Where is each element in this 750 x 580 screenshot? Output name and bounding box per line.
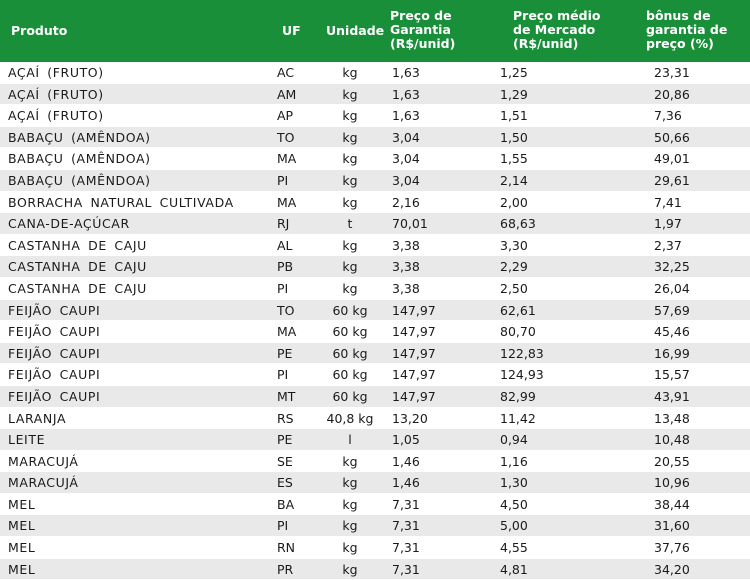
cell-bonus: 34,20 (654, 561, 690, 577)
table-row (0, 256, 750, 278)
cell-produto: FEIJÃO CAUPI (8, 367, 101, 383)
cell-preco-medio: 2,00 (500, 194, 528, 210)
cell-preco-medio: 2,29 (500, 259, 528, 275)
table-row (0, 62, 750, 84)
cell-preco-medio: 122,83 (500, 345, 544, 361)
cell-uf: MT (277, 388, 296, 404)
cell-preco-garantia: 3,38 (392, 237, 420, 253)
cell-bonus: 50,66 (654, 129, 690, 145)
header-preco-garantia-line: Garantia (390, 22, 451, 37)
cell-unidade: 40,8 kg (326, 410, 374, 426)
cell-preco-medio: 2,14 (500, 172, 528, 188)
cell-bonus: 1,97 (654, 216, 682, 232)
header-produto: Produto (11, 23, 68, 38)
cell-bonus: 29,61 (654, 172, 690, 188)
cell-bonus: 23,31 (654, 65, 690, 80)
cell-preco-medio: 4,50 (500, 496, 528, 512)
table-row (0, 278, 750, 300)
cell-preco-garantia: 147,97 (392, 345, 436, 361)
cell-preco-medio: 82,99 (500, 388, 536, 404)
cell-unidade: kg (342, 194, 358, 210)
cell-bonus: 16,99 (654, 345, 690, 361)
cell-bonus: 49,01 (654, 151, 690, 167)
header-bonus (646, 9, 727, 51)
cell-unidade: kg (342, 496, 358, 512)
cell-unidade: kg (342, 280, 358, 296)
cell-uf: AC (277, 65, 295, 80)
table-row (0, 235, 750, 257)
cell-uf: AM (277, 86, 297, 102)
cell-produto: MARACUJÁ (8, 475, 79, 491)
cell-preco-garantia: 3,04 (392, 172, 420, 188)
table-row (0, 321, 750, 343)
header-uf: UF (282, 23, 301, 38)
cell-produto: FEIJÃO CAUPI (8, 388, 101, 404)
cell-unidade: kg (342, 86, 358, 102)
table-header (0, 0, 750, 62)
cell-bonus: 45,46 (654, 324, 690, 340)
cell-uf: AP (277, 108, 294, 124)
cell-produto: FEIJÃO CAUPI (8, 324, 101, 340)
header-preco-garantia (390, 9, 455, 51)
cell-preco-medio: 1,25 (500, 65, 528, 80)
cell-uf: RN (277, 540, 296, 556)
table-row (0, 537, 750, 559)
cell-uf: PI (277, 280, 289, 296)
cell-unidade: kg (342, 151, 358, 167)
cell-produto: MEL (8, 561, 36, 577)
cell-uf: AL (277, 237, 293, 253)
cell-produto: MEL (8, 540, 36, 556)
cell-preco-medio: 4,81 (500, 561, 528, 577)
cell-uf: PE (277, 345, 293, 361)
cell-bonus: 37,76 (654, 540, 690, 556)
cell-uf: TO (277, 302, 295, 318)
table-row (0, 148, 750, 170)
cell-preco-medio: 4,55 (500, 540, 528, 556)
cell-bonus: 7,36 (654, 108, 682, 124)
cell-unidade: kg (342, 237, 358, 253)
cell-preco-garantia: 147,97 (392, 367, 436, 383)
table-row (0, 451, 750, 473)
header-preco-garantia-line: (R$/unid) (390, 36, 456, 51)
cell-preco-medio: 68,63 (500, 216, 536, 232)
cell-produto: CASTANHA DE CAJU (8, 280, 147, 296)
cell-unidade: kg (342, 475, 358, 491)
table-row (0, 494, 750, 516)
table-row (0, 127, 750, 149)
table-row (0, 472, 750, 494)
header-preco-garantia-line: Preço de (390, 8, 452, 23)
cell-bonus: 38,44 (654, 496, 690, 512)
cell-produto: LARANJA (8, 410, 67, 426)
cell-unidade: 60 kg (332, 302, 368, 318)
cell-produto: CANA-DE-AÇÚCAR (8, 216, 130, 232)
cell-produto: MEL (8, 496, 36, 512)
cell-preco-garantia: 3,38 (392, 280, 420, 296)
cell-unidade: kg (342, 129, 358, 145)
cell-uf: MA (277, 151, 297, 167)
cell-bonus: 20,55 (654, 453, 690, 469)
table-row (0, 105, 750, 127)
cell-unidade: 60 kg (332, 367, 368, 383)
cell-produto: LEITE (8, 432, 46, 448)
cell-bonus: 20,86 (654, 86, 690, 102)
cell-uf: RJ (277, 216, 290, 232)
cell-produto: FEIJÃO CAUPI (8, 345, 101, 361)
cell-preco-medio: 5,00 (500, 518, 528, 534)
cell-unidade: kg (342, 108, 358, 124)
cell-preco-medio: 80,70 (500, 324, 536, 340)
table-row (0, 408, 750, 430)
cell-produto: BABAÇU (AMÊNDOA) (8, 129, 151, 145)
cell-unidade: kg (342, 453, 358, 469)
table-row (0, 192, 750, 214)
cell-preco-medio: 1,55 (500, 151, 528, 167)
cell-produto: MEL (8, 518, 36, 534)
cell-preco-medio: 1,16 (500, 453, 528, 469)
cell-preco-garantia: 1,63 (392, 108, 420, 124)
cell-preco-medio: 11,42 (500, 410, 536, 426)
cell-preco-medio: 3,30 (500, 237, 528, 253)
cell-produto: BABAÇU (AMÊNDOA) (8, 151, 151, 167)
cell-produto: CASTANHA DE CAJU (8, 237, 147, 253)
cell-produto: AÇAÍ (FRUTO) (8, 86, 104, 102)
cell-uf: TO (277, 129, 295, 145)
header-bonus-line: garantia de (646, 22, 728, 37)
cell-unidade: l (348, 432, 352, 448)
cell-unidade: 60 kg (332, 324, 368, 340)
cell-preco-medio: 1,51 (500, 108, 528, 124)
header-bonus-line: preço (%) (646, 36, 714, 51)
cell-uf: SE (277, 453, 293, 469)
cell-preco-garantia: 3,04 (392, 151, 420, 167)
header-preco-medio-line: Preço médio (513, 8, 601, 23)
cell-preco-garantia: 70,01 (392, 216, 428, 232)
cell-uf: ES (277, 475, 293, 491)
cell-uf: PI (277, 367, 289, 383)
cell-uf: PB (277, 259, 294, 275)
cell-produto: BABAÇU (AMÊNDOA) (8, 172, 151, 188)
cell-uf: PR (277, 561, 294, 577)
cell-bonus: 32,25 (654, 259, 690, 275)
cell-preco-medio: 1,30 (500, 475, 528, 491)
cell-preco-medio: 124,93 (500, 367, 544, 383)
cell-preco-medio: 62,61 (500, 302, 536, 318)
cell-bonus: 31,60 (654, 518, 690, 534)
cell-produto: FEIJÃO CAUPI (8, 302, 101, 318)
cell-preco-medio: 1,29 (500, 86, 528, 102)
cell-unidade: 60 kg (332, 345, 368, 361)
cell-preco-garantia: 147,97 (392, 388, 436, 404)
header-preco-medio (513, 9, 600, 51)
cell-unidade: kg (342, 65, 358, 80)
cell-preco-medio: 0,94 (500, 432, 528, 448)
cell-bonus: 7,41 (654, 194, 682, 210)
cell-preco-garantia: 147,97 (392, 302, 436, 318)
cell-preco-garantia: 1,46 (392, 475, 420, 491)
cell-preco-garantia: 3,04 (392, 129, 420, 145)
header-bonus-line: bônus de (646, 8, 711, 23)
cell-bonus: 2,37 (654, 237, 682, 253)
table-row (0, 213, 750, 235)
cell-preco-garantia: 1,63 (392, 86, 420, 102)
table-row (0, 364, 750, 386)
cell-preco-garantia: 147,97 (392, 324, 436, 340)
cell-preco-garantia: 7,31 (392, 518, 420, 534)
cell-unidade: kg (342, 561, 358, 577)
cell-bonus: 13,48 (654, 410, 690, 426)
cell-preco-garantia: 7,31 (392, 496, 420, 512)
cell-uf: PI (277, 518, 289, 534)
cell-produto: BORRACHA NATURAL CULTIVADA (8, 194, 234, 210)
cell-produto: CASTANHA DE CAJU (8, 259, 147, 275)
table-row (0, 343, 750, 365)
cell-uf: BA (277, 496, 295, 512)
cell-bonus: 15,57 (654, 367, 690, 383)
cell-produto: AÇAÍ (FRUTO) (8, 108, 104, 124)
cell-uf: RS (277, 410, 294, 426)
cell-uf: PI (277, 172, 289, 188)
table-row (0, 559, 750, 580)
cell-bonus: 26,04 (654, 280, 690, 296)
cell-preco-garantia: 13,20 (392, 410, 428, 426)
table-row (0, 429, 750, 451)
cell-unidade: kg (342, 172, 358, 188)
cell-preco-medio: 1,50 (500, 129, 528, 145)
cell-preco-garantia: 1,05 (392, 432, 420, 448)
cell-bonus: 10,48 (654, 432, 690, 448)
cell-produto: AÇAÍ (FRUTO) (8, 65, 104, 80)
cell-unidade: kg (342, 518, 358, 534)
cell-preco-garantia: 2,16 (392, 194, 420, 210)
cell-unidade: kg (342, 540, 358, 556)
header-unidade: Unidade (326, 23, 385, 38)
cell-produto: MARACUJÁ (8, 453, 79, 469)
header-preco-medio-line: de Mercado (513, 22, 596, 37)
cell-unidade: kg (342, 259, 358, 275)
cell-unidade: t (347, 216, 353, 232)
table-row (0, 386, 750, 408)
cell-bonus: 43,91 (654, 388, 690, 404)
table-body (0, 62, 750, 580)
table-row (0, 84, 750, 106)
cell-preco-garantia: 7,31 (392, 561, 420, 577)
cell-uf: MA (277, 324, 297, 340)
cell-uf: MA (277, 194, 297, 210)
cell-uf: PE (277, 432, 293, 448)
table-row (0, 515, 750, 537)
cell-preco-garantia: 7,31 (392, 540, 420, 556)
table-row (0, 170, 750, 192)
cell-bonus: 57,69 (654, 302, 690, 318)
cell-preco-garantia: 1,46 (392, 453, 420, 469)
table-row (0, 300, 750, 322)
cell-preco-medio: 2,50 (500, 280, 528, 296)
cell-unidade: 60 kg (332, 388, 368, 404)
cell-preco-garantia: 1,63 (392, 65, 420, 80)
header-preco-medio-line: (R$/unid) (513, 36, 579, 51)
cell-preco-garantia: 3,38 (392, 259, 420, 275)
cell-bonus: 10,96 (654, 475, 690, 491)
